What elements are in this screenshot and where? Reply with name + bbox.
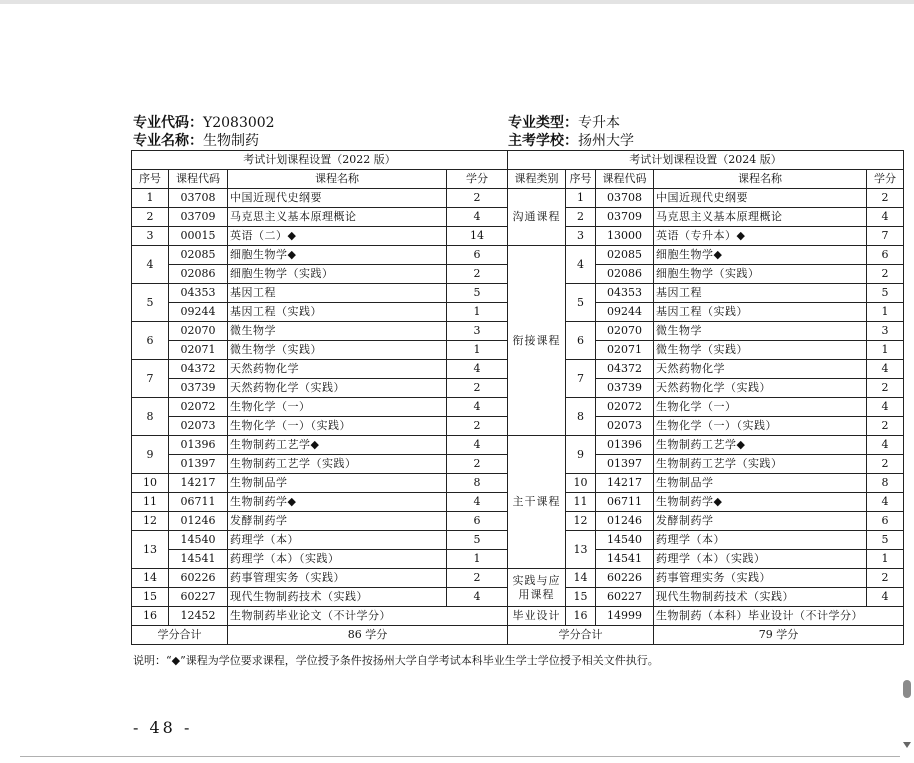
course-name: 发酵制药学 bbox=[654, 512, 867, 531]
row-number: 10 bbox=[132, 474, 169, 493]
course-name: 生物制品学 bbox=[228, 474, 447, 493]
row-number: 16 bbox=[132, 607, 169, 626]
course-name: 细胞生物学（实践） bbox=[228, 265, 447, 284]
course-name: 英语（专升本）◆ bbox=[654, 227, 867, 246]
course-credit: 4 bbox=[447, 208, 508, 227]
row-number: 13 bbox=[566, 531, 596, 569]
course-credit: 4 bbox=[447, 436, 508, 455]
table-row bbox=[508, 189, 904, 208]
course-credit: 7 bbox=[867, 227, 904, 246]
course-name: 生物制药毕业论文（不计学分） bbox=[228, 607, 508, 626]
course-code: 00015 bbox=[169, 227, 228, 246]
table-row bbox=[508, 398, 904, 417]
school-line bbox=[508, 133, 634, 149]
table-row bbox=[508, 531, 904, 550]
table-row bbox=[508, 360, 904, 379]
table-row bbox=[508, 512, 904, 531]
course-code: 03709 bbox=[596, 208, 654, 227]
course-name: 生物制药学◆ bbox=[654, 493, 867, 512]
course-credit: 6 bbox=[867, 512, 904, 531]
row-number: 7 bbox=[132, 360, 169, 398]
row-number: 7 bbox=[566, 360, 596, 398]
course-name: 药理学（本）（实践） bbox=[228, 550, 447, 569]
table-row bbox=[132, 284, 508, 303]
column-header: 学分 bbox=[867, 170, 904, 189]
table-row bbox=[132, 531, 508, 550]
course-credit: 14 bbox=[447, 227, 508, 246]
course-name: 基因工程 bbox=[228, 284, 447, 303]
course-name: 天然药物化学 bbox=[654, 360, 867, 379]
table-row bbox=[132, 246, 508, 265]
course-name: 生物制药工艺学（实践） bbox=[228, 455, 447, 474]
table-row bbox=[132, 588, 508, 607]
table-row bbox=[132, 341, 508, 360]
course-code: 02085 bbox=[596, 246, 654, 265]
course-name: 中国近现代史纲要 bbox=[228, 189, 447, 208]
curriculum-table-2022 bbox=[131, 150, 508, 645]
colon: ： bbox=[189, 115, 203, 131]
course-name: 现代生物制药技术（实践） bbox=[654, 588, 867, 607]
course-credit: 8 bbox=[447, 474, 508, 493]
course-credit: 5 bbox=[867, 531, 904, 550]
course-name: 药事管理实务（实践） bbox=[228, 569, 447, 588]
course-name: 发酵制药学 bbox=[228, 512, 447, 531]
page-number: - 48 - bbox=[133, 718, 193, 737]
course-code: 60227 bbox=[169, 588, 228, 607]
course-name: 药理学（本） bbox=[654, 531, 867, 550]
row-number: 2 bbox=[566, 208, 596, 227]
course-code: 01246 bbox=[596, 512, 654, 531]
column-header: 序号 bbox=[566, 170, 596, 189]
course-name: 天然药物化学（实践） bbox=[228, 379, 447, 398]
course-name: 微生物学（实践） bbox=[654, 341, 867, 360]
table-row bbox=[508, 569, 904, 588]
course-category: 主干课程 bbox=[508, 436, 566, 569]
course-code: 14999 bbox=[596, 607, 654, 626]
course-code: 03708 bbox=[596, 189, 654, 208]
row-number: 14 bbox=[566, 569, 596, 588]
footnote: 说明：“◆”课程为学位要求课程，学位授予条件按扬州大学自学考试本科毕业生学士学位授予相关文件执行。 bbox=[133, 654, 659, 667]
course-code: 14541 bbox=[169, 550, 228, 569]
course-credit: 4 bbox=[867, 493, 904, 512]
course-code: 14217 bbox=[596, 474, 654, 493]
row-number: 11 bbox=[566, 493, 596, 512]
course-credit: 2 bbox=[447, 265, 508, 284]
total-value: 86 学分 bbox=[228, 626, 508, 645]
table-row bbox=[508, 436, 904, 455]
row-number: 16 bbox=[566, 607, 596, 626]
column-header: 序号 bbox=[132, 170, 169, 189]
course-code: 02070 bbox=[169, 322, 228, 341]
column-header: 课程名称 bbox=[228, 170, 447, 189]
table-row bbox=[508, 322, 904, 341]
row-number: 9 bbox=[132, 436, 169, 474]
table-row bbox=[508, 246, 904, 265]
row-number: 4 bbox=[132, 246, 169, 284]
course-credit: 2 bbox=[447, 417, 508, 436]
row-number: 3 bbox=[566, 227, 596, 246]
row-number: 15 bbox=[132, 588, 169, 607]
table-title: 考试计划课程设置（2022 版） bbox=[132, 151, 508, 170]
row-number: 5 bbox=[566, 284, 596, 322]
course-name: 中国近现代史纲要 bbox=[654, 189, 867, 208]
table-row bbox=[508, 284, 904, 303]
course-name: 英语（二）◆ bbox=[228, 227, 447, 246]
course-name: 药理学（本） bbox=[228, 531, 447, 550]
course-name: 药理学（本）（实践） bbox=[654, 550, 867, 569]
course-credit: 2 bbox=[867, 189, 904, 208]
table-row bbox=[132, 569, 508, 588]
table-title-row bbox=[508, 151, 904, 170]
table-row bbox=[132, 512, 508, 531]
row-number: 1 bbox=[132, 189, 169, 208]
table-row bbox=[132, 360, 508, 379]
course-credit: 2 bbox=[447, 189, 508, 208]
table-row bbox=[132, 379, 508, 398]
course-code: 01396 bbox=[169, 436, 228, 455]
course-credit: 2 bbox=[447, 379, 508, 398]
course-credit: 4 bbox=[447, 588, 508, 607]
course-name: 马克思主义基本原理概论 bbox=[654, 208, 867, 227]
course-credit: 4 bbox=[867, 360, 904, 379]
colon: ： bbox=[564, 115, 578, 131]
scroll-down-arrow-icon[interactable] bbox=[903, 742, 911, 748]
course-credit: 3 bbox=[867, 322, 904, 341]
row-number: 14 bbox=[132, 569, 169, 588]
table-row bbox=[132, 265, 508, 284]
total-row bbox=[508, 626, 904, 645]
course-name: 细胞生物学◆ bbox=[228, 246, 447, 265]
row-number: 2 bbox=[132, 208, 169, 227]
course-code: 01397 bbox=[596, 455, 654, 474]
course-name: 生物化学（一）（实践） bbox=[654, 417, 867, 436]
major-name-label: 专业名称 bbox=[133, 133, 189, 149]
course-credit: 2 bbox=[447, 569, 508, 588]
course-name: 马克思主义基本原理概论 bbox=[228, 208, 447, 227]
course-credit: 6 bbox=[447, 246, 508, 265]
course-code: 02073 bbox=[596, 417, 654, 436]
course-code: 04372 bbox=[596, 360, 654, 379]
table-title: 考试计划课程设置（2024 版） bbox=[508, 151, 904, 170]
row-number: 4 bbox=[566, 246, 596, 284]
course-code: 02071 bbox=[169, 341, 228, 360]
course-code: 04353 bbox=[596, 284, 654, 303]
row-number: 9 bbox=[566, 436, 596, 474]
course-credit: 1 bbox=[867, 550, 904, 569]
table-row bbox=[508, 474, 904, 493]
table-row bbox=[508, 493, 904, 512]
course-code: 13000 bbox=[596, 227, 654, 246]
course-category: 沟通课程 bbox=[508, 189, 566, 246]
row-number: 13 bbox=[132, 531, 169, 569]
colon: ： bbox=[564, 133, 578, 149]
major-type-label: 专业类型 bbox=[508, 115, 564, 131]
row-number: 11 bbox=[132, 493, 169, 512]
course-name: 基因工程 bbox=[654, 284, 867, 303]
table-row bbox=[132, 208, 508, 227]
table-header-row bbox=[132, 170, 508, 189]
row-number: 3 bbox=[132, 227, 169, 246]
course-code: 02086 bbox=[169, 265, 228, 284]
course-code: 06711 bbox=[596, 493, 654, 512]
course-code: 03739 bbox=[169, 379, 228, 398]
course-credit: 4 bbox=[867, 398, 904, 417]
course-credit: 2 bbox=[867, 417, 904, 436]
table-row bbox=[132, 189, 508, 208]
total-label: 学分合计 bbox=[132, 626, 228, 645]
course-code: 03708 bbox=[169, 189, 228, 208]
course-code: 09244 bbox=[596, 303, 654, 322]
table-row bbox=[508, 607, 904, 626]
course-name: 生物制药工艺学◆ bbox=[654, 436, 867, 455]
row-number: 8 bbox=[566, 398, 596, 436]
course-code: 02072 bbox=[596, 398, 654, 417]
course-code: 60227 bbox=[596, 588, 654, 607]
course-code: 04372 bbox=[169, 360, 228, 379]
total-row bbox=[132, 626, 508, 645]
course-code: 14541 bbox=[596, 550, 654, 569]
table-row bbox=[132, 493, 508, 512]
course-name: 生物制药工艺学（实践） bbox=[654, 455, 867, 474]
table-row bbox=[132, 455, 508, 474]
course-credit: 2 bbox=[447, 455, 508, 474]
course-credit: 2 bbox=[867, 379, 904, 398]
course-name: 药事管理实务（实践） bbox=[654, 569, 867, 588]
major-code-line bbox=[133, 115, 275, 131]
course-code: 02071 bbox=[596, 341, 654, 360]
table-row bbox=[132, 417, 508, 436]
table-row bbox=[132, 322, 508, 341]
table-row bbox=[508, 588, 904, 607]
course-name: 天然药物化学（实践） bbox=[654, 379, 867, 398]
bottom-divider bbox=[20, 756, 900, 757]
colon: ： bbox=[189, 133, 203, 149]
course-name: 生物制品学 bbox=[654, 474, 867, 493]
course-name: 微生物学 bbox=[654, 322, 867, 341]
course-credit: 5 bbox=[867, 284, 904, 303]
school-label: 主考学校 bbox=[508, 133, 564, 149]
major-code-label: 专业代码 bbox=[133, 115, 189, 131]
major-name-line bbox=[133, 133, 259, 149]
column-header: 课程类别 bbox=[508, 170, 566, 189]
course-code: 02073 bbox=[169, 417, 228, 436]
course-code: 01397 bbox=[169, 455, 228, 474]
course-code: 14217 bbox=[169, 474, 228, 493]
table-row bbox=[132, 607, 508, 626]
course-code: 02086 bbox=[596, 265, 654, 284]
table-row bbox=[132, 303, 508, 322]
course-code: 60226 bbox=[169, 569, 228, 588]
course-code: 02072 bbox=[169, 398, 228, 417]
course-credit: 1 bbox=[447, 303, 508, 322]
course-credit: 4 bbox=[867, 436, 904, 455]
table-title-row bbox=[132, 151, 508, 170]
course-credit: 5 bbox=[447, 531, 508, 550]
table-row bbox=[132, 398, 508, 417]
course-code: 09244 bbox=[169, 303, 228, 322]
course-credit: 4 bbox=[447, 493, 508, 512]
course-code: 04353 bbox=[169, 284, 228, 303]
course-name: 生物制药工艺学◆ bbox=[228, 436, 447, 455]
course-credit: 1 bbox=[447, 341, 508, 360]
course-credit: 5 bbox=[447, 284, 508, 303]
course-code: 03739 bbox=[596, 379, 654, 398]
course-credit: 4 bbox=[867, 208, 904, 227]
course-name: 天然药物化学 bbox=[228, 360, 447, 379]
course-credit: 1 bbox=[867, 303, 904, 322]
course-name: 生物制药（本科）毕业设计（不计学分） bbox=[654, 607, 904, 626]
course-code: 01246 bbox=[169, 512, 228, 531]
table-row bbox=[508, 208, 904, 227]
course-name: 微生物学 bbox=[228, 322, 447, 341]
course-code: 06711 bbox=[169, 493, 228, 512]
top-toolbar-strip bbox=[0, 0, 914, 4]
course-credit: 8 bbox=[867, 474, 904, 493]
column-header: 学分 bbox=[447, 170, 508, 189]
course-name: 微生物学（实践） bbox=[228, 341, 447, 360]
table-header-row bbox=[508, 170, 904, 189]
course-name: 生物化学（一）（实践） bbox=[228, 417, 447, 436]
total-value: 79 学分 bbox=[654, 626, 904, 645]
curriculum-table-2024 bbox=[507, 150, 904, 645]
major-code-value: Y2083002 bbox=[203, 115, 275, 131]
row-number: 6 bbox=[132, 322, 169, 360]
course-name: 细胞生物学◆ bbox=[654, 246, 867, 265]
course-code: 02085 bbox=[169, 246, 228, 265]
row-number: 12 bbox=[132, 512, 169, 531]
course-credit: 1 bbox=[447, 550, 508, 569]
course-name: 生物制药学◆ bbox=[228, 493, 447, 512]
course-credit: 4 bbox=[447, 398, 508, 417]
course-code: 12452 bbox=[169, 607, 228, 626]
course-name: 基因工程（实践） bbox=[654, 303, 867, 322]
course-code: 14540 bbox=[596, 531, 654, 550]
course-credit: 1 bbox=[867, 341, 904, 360]
course-credit: 2 bbox=[867, 265, 904, 284]
course-category: 实践与应用课程 bbox=[508, 569, 566, 607]
column-header: 课程代码 bbox=[169, 170, 228, 189]
row-number: 15 bbox=[566, 588, 596, 607]
course-name: 生物化学（一） bbox=[654, 398, 867, 417]
column-header: 课程名称 bbox=[654, 170, 867, 189]
row-number: 6 bbox=[566, 322, 596, 360]
course-credit: 4 bbox=[447, 360, 508, 379]
table-row bbox=[508, 227, 904, 246]
course-code: 03709 bbox=[169, 208, 228, 227]
course-credit: 3 bbox=[447, 322, 508, 341]
major-type-line bbox=[508, 115, 620, 131]
course-code: 02070 bbox=[596, 322, 654, 341]
scrollbar-thumb[interactable] bbox=[903, 680, 911, 698]
column-header: 课程代码 bbox=[596, 170, 654, 189]
course-name: 基因工程（实践） bbox=[228, 303, 447, 322]
course-code: 01396 bbox=[596, 436, 654, 455]
course-name: 细胞生物学（实践） bbox=[654, 265, 867, 284]
major-type-value: 专升本 bbox=[578, 115, 620, 131]
course-credit: 2 bbox=[867, 455, 904, 474]
course-credit: 6 bbox=[867, 246, 904, 265]
course-credit: 2 bbox=[867, 569, 904, 588]
row-number: 12 bbox=[566, 512, 596, 531]
major-name-value: 生物制药 bbox=[203, 133, 259, 149]
row-number: 10 bbox=[566, 474, 596, 493]
total-label: 学分合计 bbox=[508, 626, 654, 645]
course-category: 毕业设计 bbox=[508, 607, 566, 626]
course-name: 生物化学（一） bbox=[228, 398, 447, 417]
table-row bbox=[132, 227, 508, 246]
row-number: 5 bbox=[132, 284, 169, 322]
table-row bbox=[132, 436, 508, 455]
row-number: 8 bbox=[132, 398, 169, 436]
table-row bbox=[132, 474, 508, 493]
course-name: 现代生物制药技术（实践） bbox=[228, 588, 447, 607]
table-row bbox=[132, 550, 508, 569]
row-number: 1 bbox=[566, 189, 596, 208]
course-credit: 4 bbox=[867, 588, 904, 607]
course-code: 14540 bbox=[169, 531, 228, 550]
course-credit: 6 bbox=[447, 512, 508, 531]
school-value: 扬州大学 bbox=[578, 133, 634, 149]
course-category: 衔接课程 bbox=[508, 246, 566, 436]
course-code: 60226 bbox=[596, 569, 654, 588]
